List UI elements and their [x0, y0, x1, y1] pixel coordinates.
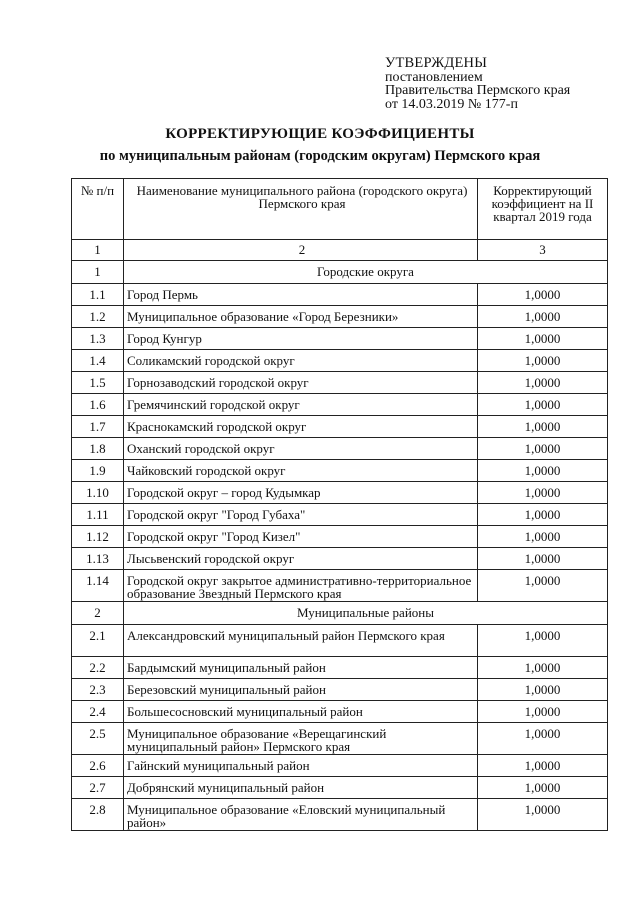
row-value: 1,0000 [478, 548, 608, 570]
table-row [72, 328, 608, 350]
approval-line: Правительства Пермского края [385, 83, 571, 98]
table-row [72, 416, 608, 438]
row-num: 2.6 [72, 755, 124, 777]
row-name: Добрянский муниципальный район [124, 777, 478, 799]
table-row [72, 482, 608, 504]
column-numbers-row [72, 240, 608, 261]
row-value: 1,0000 [478, 504, 608, 526]
table-row [72, 526, 608, 548]
row-name: Городской округ "Город Губаха" [124, 504, 478, 526]
row-value: 1,0000 [478, 284, 608, 306]
row-name: Оханский городской округ [124, 438, 478, 460]
row-num: 1.13 [72, 548, 124, 570]
table-header-row [72, 179, 608, 240]
row-value: 1,0000 [478, 799, 608, 831]
table-row [72, 306, 608, 328]
table-row [72, 799, 608, 831]
row-name: Березовский муниципальный район [124, 679, 478, 701]
row-num: 2.7 [72, 777, 124, 799]
row-num: 1.12 [72, 526, 124, 548]
document-title: КОРРЕКТИРУЮЩИЕ КОЭФФИЦИЕНТЫ [165, 126, 475, 142]
table-row [72, 679, 608, 701]
row-num: 1.7 [72, 416, 124, 438]
row-value: 1,0000 [478, 723, 608, 755]
row-value: 1,0000 [478, 306, 608, 328]
row-num: 1.10 [72, 482, 124, 504]
section-row [72, 261, 608, 284]
table-body [72, 240, 608, 831]
section-row [72, 602, 608, 625]
row-num: 1.9 [72, 460, 124, 482]
table-row [72, 625, 608, 657]
header-num: № п/п [72, 179, 124, 240]
column-number: 2 [124, 240, 478, 261]
row-num: 1.8 [72, 438, 124, 460]
row-name: Большесосновский муниципальный район [124, 701, 478, 723]
row-name: Муниципальное образование «Верещагинский муниципальный район» Пермского края [124, 723, 478, 755]
row-value: 1,0000 [478, 438, 608, 460]
table-row [72, 350, 608, 372]
row-value: 1,0000 [478, 460, 608, 482]
row-num: 2.1 [72, 625, 124, 657]
section-name: Городские округа [124, 261, 608, 284]
approval-block [385, 57, 570, 111]
row-num: 1.3 [72, 328, 124, 350]
table-row [72, 701, 608, 723]
section-num: 1 [72, 261, 124, 284]
row-name: Городской округ "Город Кизел" [124, 526, 478, 548]
header-coef: Корректирующий коэффициент на II квартал 2019 года [478, 179, 608, 240]
row-name: Бардымский муниципальный район [124, 657, 478, 679]
section-num: 2 [72, 602, 124, 625]
table-row [72, 394, 608, 416]
row-value: 1,0000 [478, 394, 608, 416]
document-subtitle: по муниципальным районам (городским округам) Пермского края [99, 148, 541, 164]
row-name: Горнозаводский городской округ [124, 372, 478, 394]
row-name: Лысьвенский городской округ [124, 548, 478, 570]
row-name: Муниципальное образование «Еловский муниципальный район» [124, 799, 478, 831]
row-num: 2.4 [72, 701, 124, 723]
row-num: 2.3 [72, 679, 124, 701]
row-num: 1.2 [72, 306, 124, 328]
row-name: Городской округ – город Кудымкар [124, 482, 478, 504]
column-number: 3 [478, 240, 608, 261]
row-name: Муниципальное образование «Город Березники» [124, 306, 478, 328]
row-value: 1,0000 [478, 570, 608, 602]
table-row [72, 723, 608, 755]
header-name: Наименование муниципального района (городского округа) Пермского края [124, 179, 478, 240]
table-row [72, 504, 608, 526]
table-row [72, 372, 608, 394]
coefficients-table [71, 178, 608, 831]
approval-line: постановлением [385, 69, 483, 85]
row-num: 1.4 [72, 350, 124, 372]
row-value: 1,0000 [478, 755, 608, 777]
row-value: 1,0000 [478, 372, 608, 394]
row-name: Гайнский муниципальный район [124, 755, 478, 777]
row-name: Городской округ закрытое административно-территориальное образование Звездный Пермского края [124, 570, 478, 602]
row-name: Краснокамский городской округ [124, 416, 478, 438]
section-name: Муниципальные районы [124, 602, 608, 625]
table-row [72, 755, 608, 777]
column-number: 1 [72, 240, 124, 261]
row-name: Соликамский городской округ [124, 350, 478, 372]
row-value: 1,0000 [478, 657, 608, 679]
table-row [72, 460, 608, 482]
row-num: 1.1 [72, 284, 124, 306]
row-name: Чайковский городской округ [124, 460, 478, 482]
table-row [72, 438, 608, 460]
row-value: 1,0000 [478, 679, 608, 701]
row-name: Гремячинский городской округ [124, 394, 478, 416]
row-value: 1,0000 [478, 416, 608, 438]
row-value: 1,0000 [478, 777, 608, 799]
table-row [72, 284, 608, 306]
table-row [72, 657, 608, 679]
row-num: 2.5 [72, 723, 124, 755]
table-row [72, 570, 608, 602]
row-value: 1,0000 [478, 350, 608, 372]
row-value: 1,0000 [478, 625, 608, 657]
row-value: 1,0000 [478, 526, 608, 548]
row-value: 1,0000 [478, 328, 608, 350]
table-row [72, 777, 608, 799]
table-row [72, 548, 608, 570]
row-value: 1,0000 [478, 482, 608, 504]
row-num: 2.2 [72, 657, 124, 679]
row-num: 1.14 [72, 570, 124, 602]
row-value: 1,0000 [478, 701, 608, 723]
row-num: 1.6 [72, 394, 124, 416]
approval-heading: УТВЕРЖДЕНЫ [385, 55, 488, 71]
row-name: Город Кунгур [124, 328, 478, 350]
row-name: Александровский муниципальный район Пермского края [124, 625, 478, 657]
row-name: Город Пермь [124, 284, 478, 306]
row-num: 1.11 [72, 504, 124, 526]
row-num: 2.8 [72, 799, 124, 831]
row-num: 1.5 [72, 372, 124, 394]
approval-line: от 14.03.2019 № 177-п [385, 96, 518, 112]
